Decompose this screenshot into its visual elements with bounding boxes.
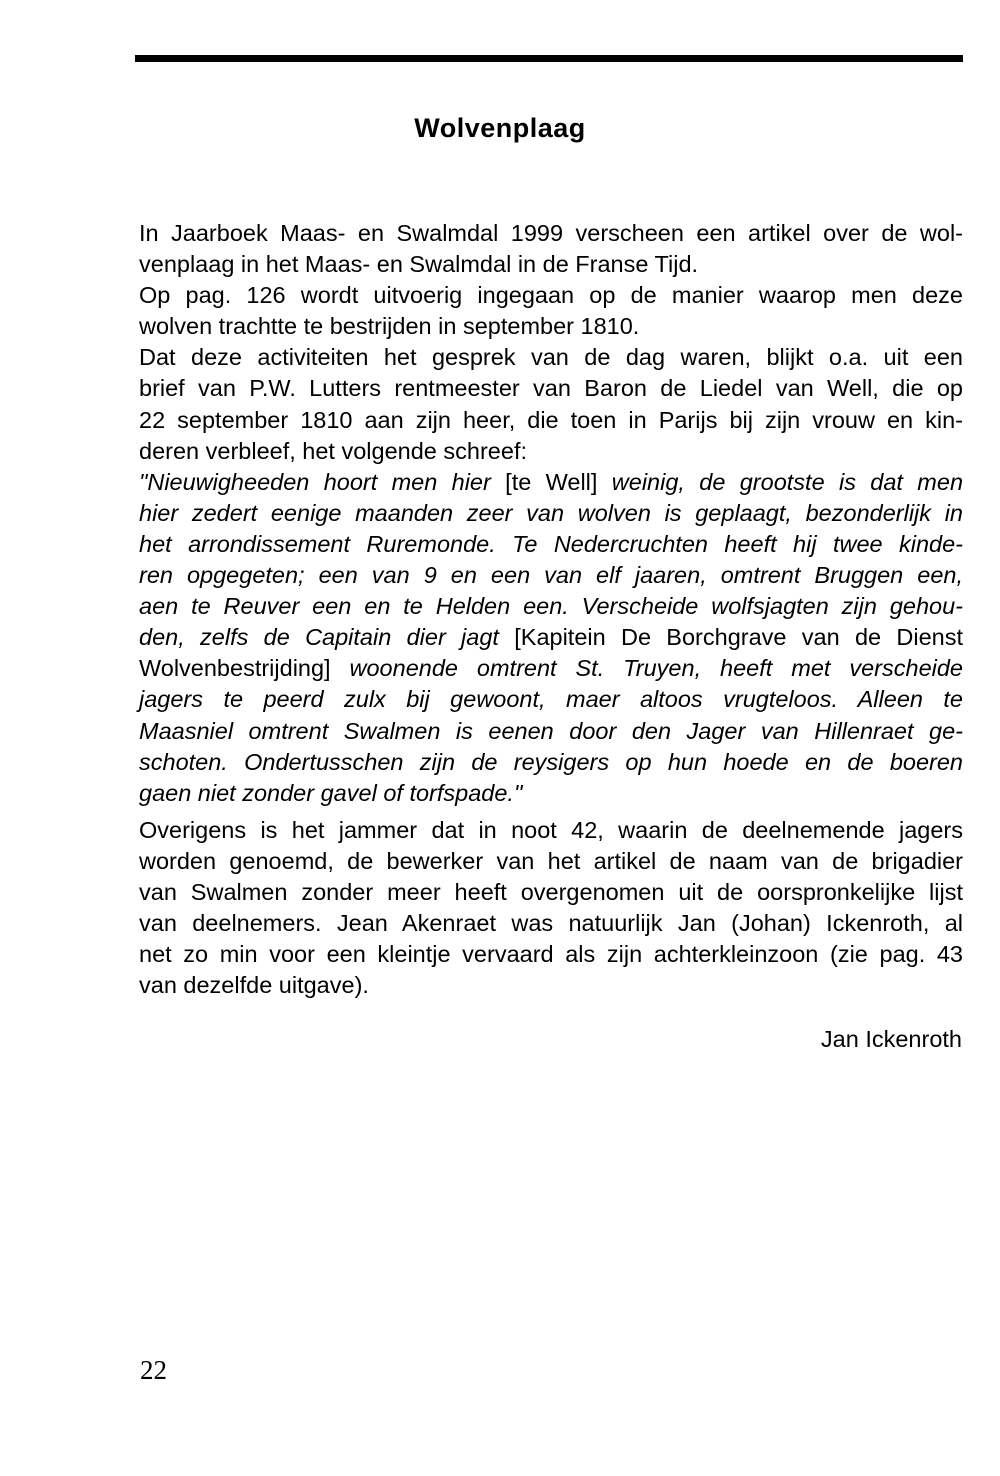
quote-text: "Nieuwigheeden hoort men hier [139, 468, 506, 495]
text-line: net zo min voor een kleintje vervaard als zijn achterkleinzoon (zie pag. 43 [139, 941, 963, 968]
quote-line [139, 498, 963, 529]
quote-text: schoten. Ondertusschen zijn de reysigers op hun hoede en de boeren [139, 748, 963, 775]
quote-line [139, 747, 963, 778]
quote-line [139, 529, 963, 560]
quote-text: het arrondissement Ruremonde. Te Nedercruchten heeft hij twee kinde- [139, 530, 963, 557]
quote-line [139, 560, 963, 591]
intro-paragraph [139, 218, 963, 467]
quote-line [139, 716, 963, 747]
top-rule [135, 55, 963, 62]
editor-insertion: [Kapitein De Borchgrave van de Dienst [514, 624, 963, 651]
article-body [139, 218, 963, 809]
quote-line [139, 622, 963, 653]
quote-line [139, 684, 963, 715]
quote-text: weinig, de grootste is dat men [611, 468, 964, 495]
text-line: van dezelfde uitgave). [139, 972, 369, 999]
quote-text: jagers te peerd zulx bij gewoont, maer altoos vrugteloos. Alleen te [139, 686, 963, 713]
text-line: worden genoemd, de bewerker van het artikel de naam van de brigadier [139, 848, 963, 875]
text-line: 22 september 1810 aan zijn heer, die toen in Parijs bij zijn vrouw en kin- [139, 406, 963, 433]
quote-line [139, 653, 963, 684]
quote-line [139, 467, 963, 498]
quote-text: gaen niet zonder gavel of torfspade." [139, 779, 523, 806]
text-line: wolven trachtte te bestrijden in september 1810. [139, 313, 640, 340]
quote-text: Maasniel omtrent Swalmen is eenen door den Jager van Hillenraet ge- [139, 717, 963, 744]
text-line: van deelnemers. Jean Akenraet was natuurlijk Jan (Johan) Ickenroth, al [139, 910, 963, 937]
author-signature: Jan Ickenroth [820, 1026, 962, 1052]
quote-line [139, 778, 963, 809]
quote-text: hier zedert eenige maanden zeer van wolven is geplaagt, bezonderlijk in [139, 499, 963, 526]
quote-text: den, zelfs de Capitain dier jagt [139, 624, 515, 651]
quoted-letter [139, 467, 963, 809]
quote-line [139, 591, 963, 622]
closing-paragraph [139, 815, 963, 1002]
quote-text: woonende omtrent St. Truyen, heeft met verscheide [349, 655, 963, 682]
text-line: In Jaarboek Maas- en Swalmdal 1999 verscheen een artikel over de wol- [139, 220, 963, 246]
editor-insertion: Wolvenbestrijding] [139, 655, 350, 682]
text-line: Overigens is het jammer dat in noot 42, waarin de deelnemende jagers [139, 817, 963, 843]
editor-insertion: [te Well] [505, 468, 612, 495]
text-line: brief van P.W. Lutters rentmeester van Baron de Liedel van Well, die op [139, 375, 963, 402]
text-line: Dat deze activiteiten het gesprek van de dag waren, blijkt o.a. uit een [139, 344, 963, 371]
text-line: van Swalmen zonder meer heeft overgenomen uit de oorspronkelijke lijst [139, 879, 963, 906]
quote-text: aen te Reuver een en te Helden een. Verscheide wolfsjagten zijn gehou- [139, 593, 963, 620]
text-line: deren verbleef, het volgende schreef: [139, 437, 528, 464]
text-line: Op pag. 126 wordt uitvoerig ingegaan op de manier waarop men deze [139, 282, 963, 309]
quote-text: ren opgegeten; een van 9 en een van elf jaaren, omtrent Bruggen een, [139, 562, 963, 589]
article-title: Wolvenplaag [414, 113, 586, 143]
text-line: venplaag in het Maas- en Swalmdal in de Franse Tijd. [139, 251, 699, 278]
page-number: 22 [140, 1355, 167, 1385]
